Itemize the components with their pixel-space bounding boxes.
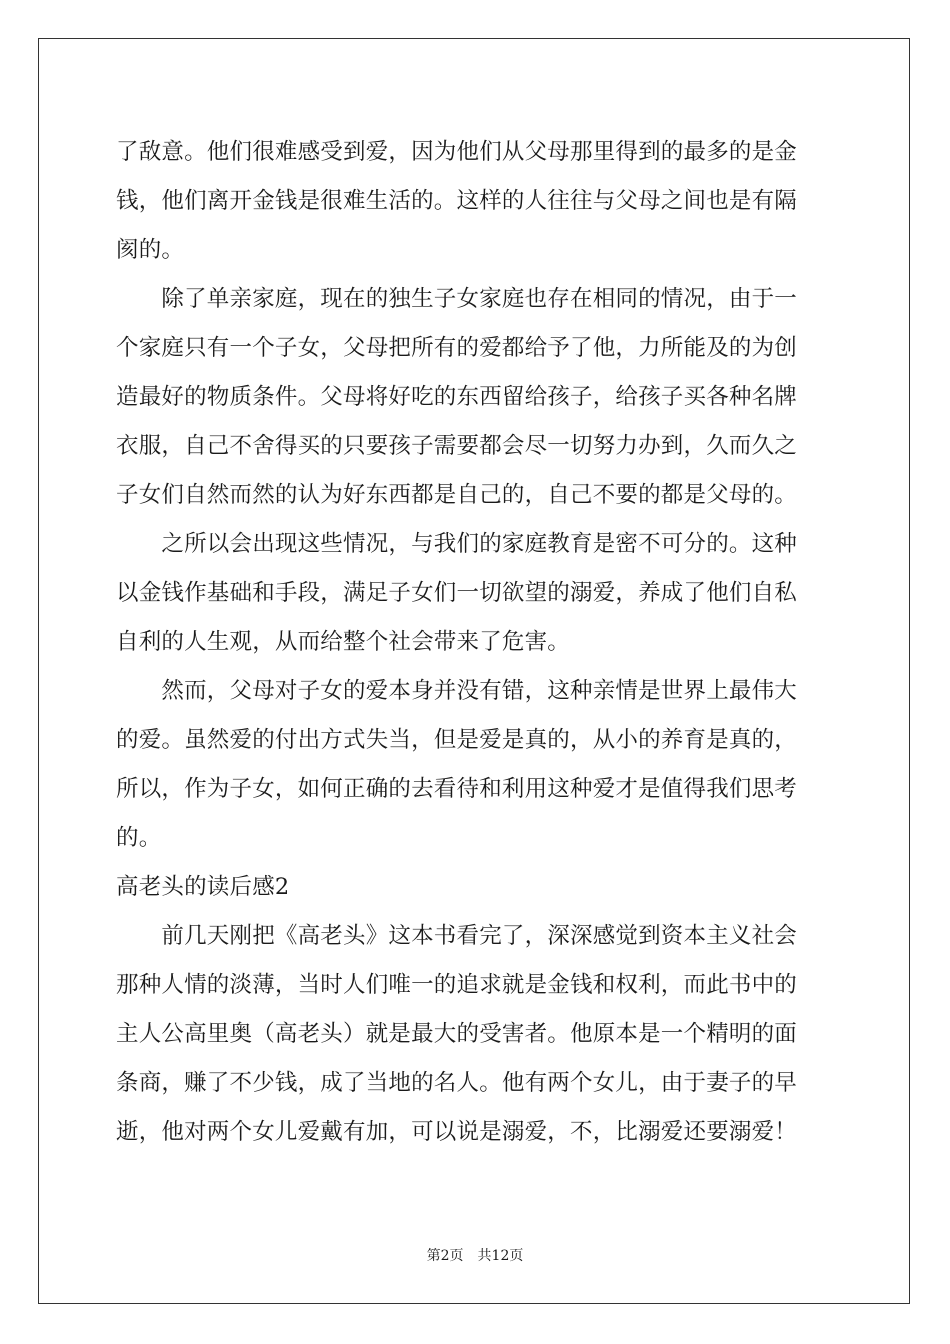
text-line: 个家庭只有一个子女，父母把所有的爱都给予了他，力所能及的为创 xyxy=(116,335,798,361)
text-line: 衣服，自己不舍得买的只要孩子需要都会尽一切努力办到，久而久之 xyxy=(116,433,798,459)
text-line: 那种人情的淡薄，当时人们唯一的追求就是金钱和权利，而此书中的 xyxy=(116,972,798,998)
section-heading: 高老头的读后感2 xyxy=(116,874,290,900)
text-line: 以金钱作基础和手段，满足子女们一切欲望的溺爱，养成了他们自私 xyxy=(116,580,798,606)
text-line: 了敌意。他们很难感受到爱，因为他们从父母那里得到的最多的是金 xyxy=(116,139,798,165)
text-line: 的。 xyxy=(116,825,162,851)
text-line: 然而，父母对子女的爱本身并没有错，这种亲情是世界上最伟大 xyxy=(116,678,798,704)
text-line: 的爱。虽然爱的付出方式失当，但是爱是真的，从小的养育是真的， xyxy=(116,727,798,753)
text-line: 主人公高里奥（高老头）就是最大的受害者。他原本是一个精明的面 xyxy=(116,1021,798,1047)
text-line: 自利的人生观，从而给整个社会带来了危害。 xyxy=(116,629,571,655)
text-line: 条商，赚了不少钱，成了当地的名人。他有两个女儿，由于妻子的早 xyxy=(116,1070,798,1096)
text-line: 所以，作为子女，如何正确的去看待和利用这种爱才是值得我们思考 xyxy=(116,776,798,802)
text-line: 前几天刚把《高老头》这本书看完了，深深感觉到资本主义社会 xyxy=(116,923,798,949)
text-line: 造最好的物质条件。父母将好吃的东西留给孩子，给孩子买各种名牌 xyxy=(116,384,798,410)
text-line: 之所以会出现这些情况，与我们的家庭教育是密不可分的。这种 xyxy=(116,531,798,557)
page-number-footer: 第2页 共12页 xyxy=(426,1248,524,1264)
text-line: 子女们自然而然的认为好东西都是自己的，自己不要的都是父母的。 xyxy=(116,482,798,508)
text-line: 逝，他对两个女儿爱戴有加，可以说是溺爱，不，比溺爱还要溺爱！ xyxy=(116,1119,798,1145)
text-line: 除了单亲家庭，现在的独生子女家庭也存在相同的情况，由于一 xyxy=(116,286,798,312)
text-line: 阂的。 xyxy=(116,237,185,263)
document-body xyxy=(116,128,834,1157)
text-line: 钱，他们离开金钱是很难生活的。这样的人往往与父母之间也是有隔 xyxy=(116,188,798,214)
